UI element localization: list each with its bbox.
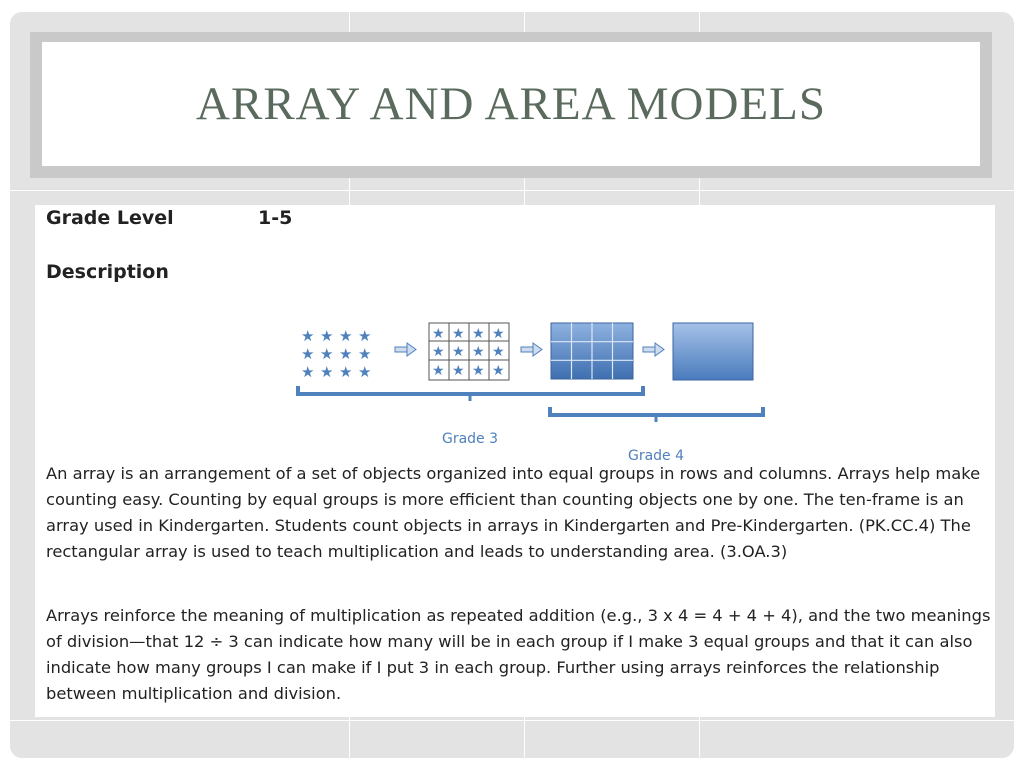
arrow-right-icon — [643, 343, 664, 356]
grade-level-label: Grade Level — [46, 207, 174, 229]
background-gridline — [10, 190, 1014, 191]
title-panel — [42, 42, 980, 166]
title-box — [30, 32, 992, 178]
star-icon: ★ — [472, 326, 485, 342]
arrow-right-icon — [395, 343, 416, 356]
paragraph-multiplication-division: Arrays reinforce the meaning of multiplication as repeated addition (e.g., 3 x 4 = 4 + 4 + 4), and the two meanings of division—that 12 ÷ 3 can indicate how many will be in each group if I make 3 equal groups and that it can also indicate how many groups I can make if I put 3 in each group. Further using arrays reinforces the relationship between multiplication and division. — [46, 606, 991, 703]
paragraph-array-definition: An array is an arrangement of a set of objects organized into equal groups in rows and columns. Arrays help make counting easy. Counting by equal groups is more efficient than counting objects one by one. The ten-frame is an array used in Kindergarten. Students count objects in arrays in Kindergarten and Pre-Kindergarten. (PK.CC.4) The rectangular array is used to teach multiplication and leads to understanding area. (3.OA.3) — [46, 464, 981, 561]
grade4-bracket — [550, 407, 763, 415]
star-icon: ★ — [432, 326, 445, 342]
star-icon: ★ — [339, 327, 353, 345]
star-icon: ★ — [339, 363, 353, 381]
slide-background — [10, 12, 1014, 758]
star-icon: ★ — [452, 363, 465, 379]
star-icon: ★ — [432, 363, 445, 379]
grade3-bracket — [298, 386, 643, 394]
star-icon: ★ — [492, 363, 505, 379]
arrow-right-icon — [521, 343, 542, 356]
tile-array-group — [551, 323, 633, 379]
array-area-diagram — [35, 205, 995, 461]
star-grid-group — [429, 323, 509, 380]
star-icon: ★ — [358, 327, 372, 345]
page-title: ARRAY AND AREA MODELS — [196, 78, 826, 130]
grade-level-value: 1-5 — [258, 207, 293, 229]
star-icon: ★ — [339, 345, 353, 363]
grade4-label: Grade 4 — [627, 448, 685, 461]
star-icon: ★ — [432, 344, 445, 360]
area-rectangle — [673, 323, 753, 380]
star-icon: ★ — [358, 363, 372, 381]
star-icon: ★ — [472, 344, 485, 360]
star-icon: ★ — [452, 344, 465, 360]
star-icon: ★ — [472, 363, 485, 379]
content-panel — [35, 205, 995, 717]
star-array-group — [301, 327, 371, 381]
star-icon: ★ — [301, 327, 315, 345]
star-icon: ★ — [492, 326, 505, 342]
star-icon: ★ — [301, 363, 315, 381]
grade3-label: Grade 3 — [441, 431, 499, 447]
description-heading: Description — [46, 261, 169, 283]
star-icon: ★ — [320, 363, 334, 381]
star-icon: ★ — [358, 345, 372, 363]
star-icon: ★ — [320, 327, 334, 345]
star-icon: ★ — [492, 344, 505, 360]
star-icon: ★ — [320, 345, 334, 363]
background-gridline — [10, 720, 1014, 721]
star-icon: ★ — [301, 345, 315, 363]
star-icon: ★ — [452, 326, 465, 342]
